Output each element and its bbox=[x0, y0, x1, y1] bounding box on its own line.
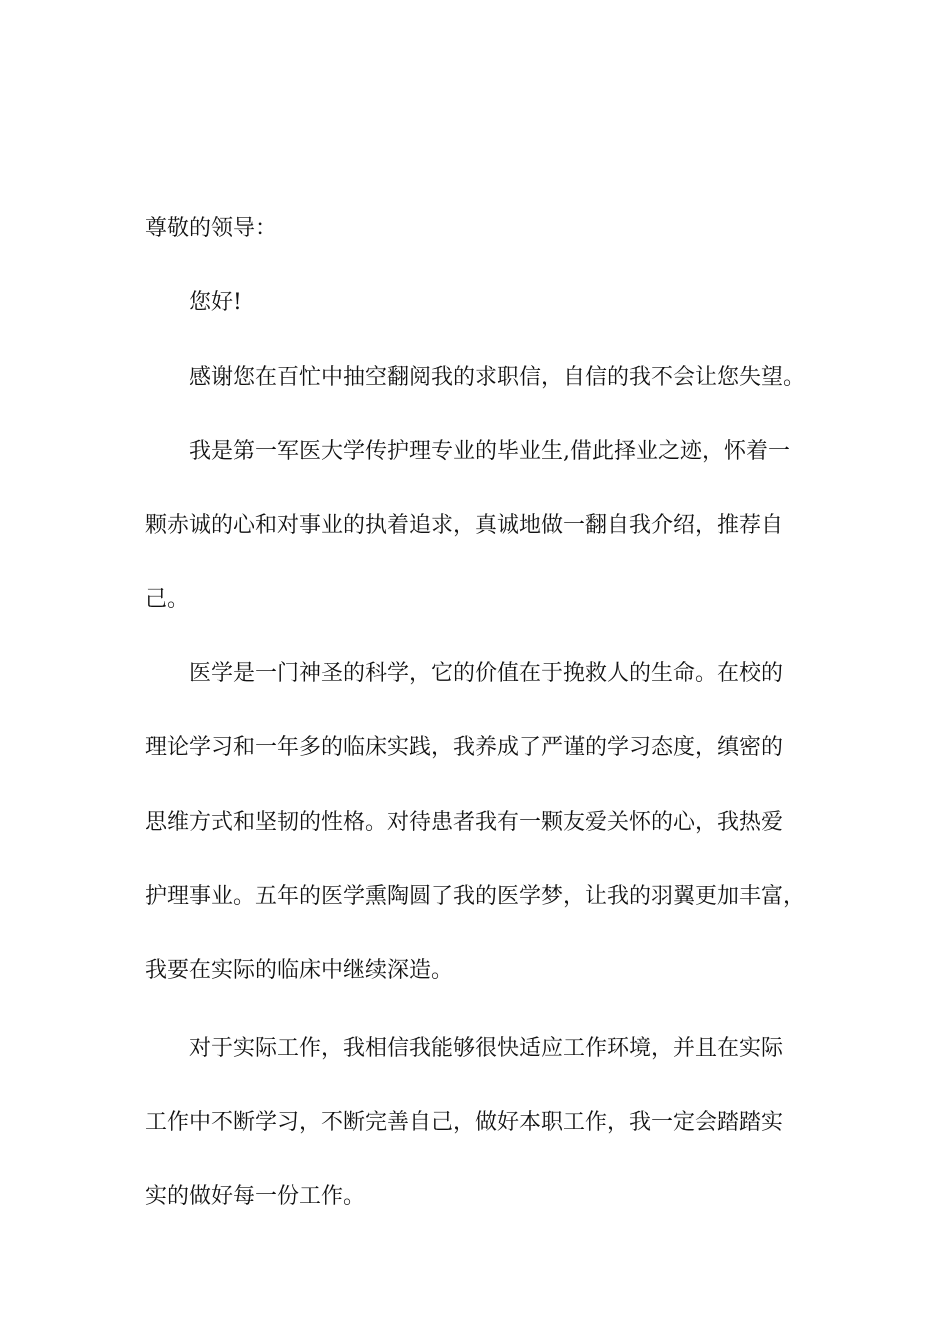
paragraph-4-line-3: 实的做好每一份工作。 bbox=[145, 1184, 366, 1209]
paragraph-3-line-4: 护理事业。五年的医学熏陶圆了我的医学梦，让我的羽翼更加丰富， bbox=[145, 884, 806, 909]
paragraph-2-line-3: 己。 bbox=[145, 587, 190, 612]
paragraph-3-line-2: 理论学习和一年多的临床实践，我养成了严谨的学习态度，缜密的 bbox=[145, 735, 784, 760]
paragraph-3-line-5: 我要在实际的临床中继续深造。 bbox=[145, 958, 454, 983]
greeting: 您好! bbox=[189, 290, 242, 315]
paragraph-2-line-1: 我是第一军医大学传护理专业的毕业生,借此择业之迹，怀着一 bbox=[189, 439, 790, 464]
salutation: 尊敬的领导： bbox=[145, 216, 278, 241]
paragraph-1-line-1: 感谢您在百忙中抽空翻阅我的求职信，自信的我不会让您失望。 bbox=[189, 365, 806, 390]
paragraph-2-line-2: 颗赤诚的心和对事业的执着追求，真诚地做一翻自我介绍，推荐自 bbox=[145, 513, 784, 538]
paragraph-4-line-2: 工作中不断学习，不断完善自己，做好本职工作，我一定会踏踏实 bbox=[145, 1110, 784, 1135]
paragraph-3-line-3: 思维方式和坚韧的性格。对待患者我有一颗友爱关怀的心，我热爱 bbox=[145, 810, 784, 835]
paragraph-3-line-1: 医学是一门神圣的科学，它的价值在于挽救人的生命。在校的 bbox=[189, 661, 784, 686]
paragraph-4-line-1: 对于实际工作，我相信我能够很快适应工作环境，并且在实际 bbox=[189, 1036, 784, 1061]
